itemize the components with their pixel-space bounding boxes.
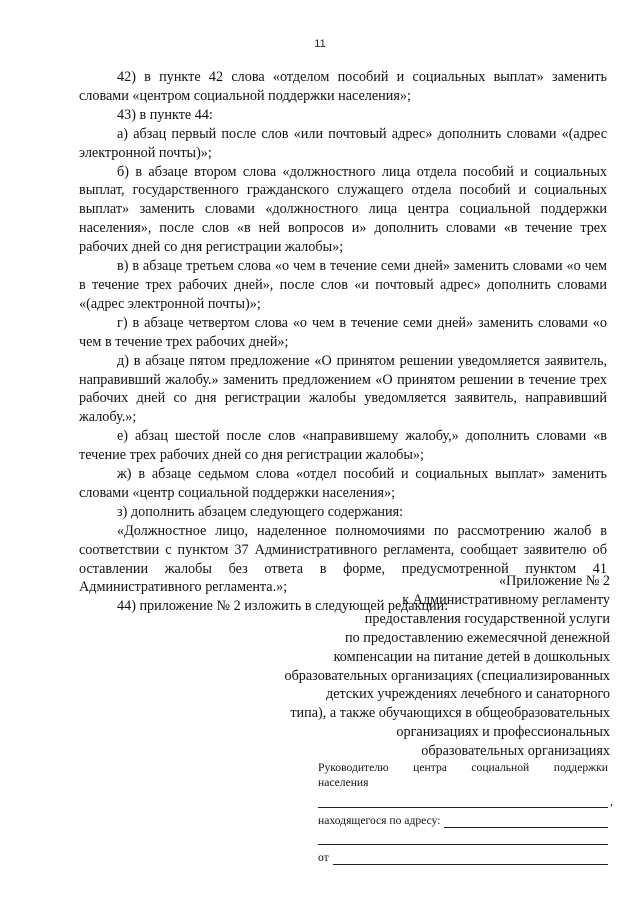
paragraph-subitem-zh: ж) в абзаце седьмом слова «отдел пособий и социальных выплат» заменить словами «центр социальной поддержки населения»; (79, 466, 607, 501)
body-text (79, 68, 607, 616)
appendix-line: детских учреждениях лечебного и санаторного (326, 686, 610, 703)
appendix-line: к Административному регламенту (402, 591, 610, 608)
paragraph-item-42: 42) в пункте 42 слова «отделом пособий и социальных выплат» заменить словами «центром социальной поддержки населения»; (79, 69, 607, 104)
appendix-line: по предоставлению ежемесячной денежной (345, 629, 610, 646)
from-label: от (318, 851, 329, 864)
appendix-line: образовательных организациях (специализированных (284, 667, 610, 684)
address-label: находящегося по адресу: (318, 814, 441, 827)
paragraph-item-44: 44) приложение № 2 изложить в следующей редакции: (117, 598, 449, 615)
addressee-title: Руководителю центра социальной поддержки (318, 761, 608, 774)
address-row (318, 812, 608, 828)
addressee-title-continued: населения (318, 776, 369, 789)
address-blank (444, 815, 608, 828)
paragraph-subitem-z: з) дополнить абзацем следующего содержания: (117, 503, 404, 520)
paragraph-subitem-a: а) абзац первый после слов «или почтовый адрес» дополнить словами «(адрес электронной почты)»; (79, 125, 607, 161)
paragraph-subitem-g: г) в абзаце четвертом слова «о чем в течение семи дней» заменить словами «о чем в течение трех рабочих дней»; (79, 314, 607, 350)
appendix-line: «Приложение № 2 (499, 573, 610, 589)
appendix-line: предоставления государственной услуги (364, 610, 610, 627)
paragraph-item-43: 43) в пункте 44: (117, 106, 213, 123)
addressee-form (318, 760, 613, 865)
appendix-heading (230, 572, 610, 761)
from-blank (333, 852, 608, 865)
paragraph-subitem-b: б) в абзаце втором слова «должностного лица отдела пособий и социальных выплат, государственного гражданского служащего отдела пособий и социальных выплат» заменить словами «должностного лица центра социальной поддержки населения», после слов «в ней вопросов и» дополнить словами «в течение трех рабочих дней со дня регистрации жалобы»; (79, 163, 607, 256)
paragraph-subitem-e: е) абзац шестой после слов «направившему жалобу,» дополнить словами «в течение трех рабочих дней со дня регистрации жалобы»; (79, 428, 607, 464)
addressee-name-blank (318, 793, 613, 808)
appendix-line: типа), а также обучающихся в общеобразовательных (290, 705, 610, 722)
paragraph-quoted-text: «Должностное лицо, наделенное полномочиями по рассмотрению жалоб в соответствии с пунктом 37 Административного регламента, сообщает заявителю об оставлении жалобы без ответа в форме, предусмотренной пунктом 41 Административного регламента.»; (79, 522, 607, 596)
address-blank-continued (318, 830, 608, 845)
page-number: 11 (314, 38, 326, 50)
appendix-line: компенсации на питание детей в дошкольных (333, 648, 610, 665)
from-row (318, 849, 608, 865)
comma-mark: , (610, 795, 613, 808)
appendix-line: организациях и профессиональных (396, 724, 610, 741)
appendix-line: образовательных организациях (421, 743, 610, 760)
paragraph-subitem-v: в) в абзаце третьем слова «о чем в течение семи дней» заменить словами «о чем в течение трех рабочих дней», после слов «и почтовый адрес» дополнить словами «(адрес электронной почты)»; (79, 258, 607, 312)
paragraph-subitem-d: д) в абзаце пятом предложение «О принятом решении уведомляется заявитель, направивший жалобу.» заменить предложением «О принятом решении в течение трех рабочих дней со дня регистрации жалобы уведомляется заявитель, направивший жалобу.»; (79, 352, 607, 426)
